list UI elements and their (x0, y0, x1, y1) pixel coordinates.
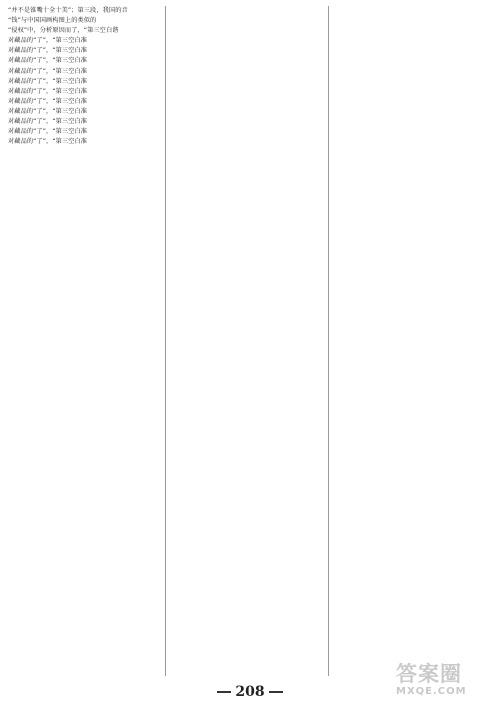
column-divider (165, 6, 166, 676)
watermark-site: MXQE.COM (396, 686, 467, 697)
watermark-logo-text: 答案圈 (396, 662, 462, 686)
column-left (8, 6, 160, 678)
text-line: “侵权”中，分析原因而了，“第三空白谐 (8, 27, 119, 35)
column-divider (328, 6, 329, 676)
text-line: 对藏品的“了”，“第三空白准 (8, 77, 88, 85)
text-line: “钱”与中国国画构图上的类似的 (8, 17, 97, 25)
text-line: 对藏品的“了”，“第三空白准 (8, 57, 88, 65)
column-right (334, 6, 486, 678)
text-line: 对藏品的“了”，“第三空白准 (8, 138, 88, 146)
text-line: 对藏品的“了”，“第三空白准 (8, 128, 88, 136)
column-middle (171, 6, 323, 678)
text-line: 对藏品的“了”，“第三空白准 (8, 118, 88, 126)
text-line: 对藏品的“了”，“第三空白准 (8, 107, 88, 115)
page-number: 208 (200, 683, 300, 701)
text-line: 对藏品的“了”，“第三空白准 (8, 37, 88, 45)
text-line: 对藏品的“了”，“第三空白准 (8, 97, 88, 105)
text-line: “并不是锥嘴十全十美”；第三段，我国的音 (8, 7, 128, 14)
text-line: 对藏品的“了”，“第三空白准 (8, 87, 88, 95)
watermark-logo (396, 662, 496, 706)
text-line: 对藏品的“了”，“第三空白准 (8, 67, 88, 75)
text-line: 对藏品的“了”，“第三空白准 (8, 47, 88, 55)
